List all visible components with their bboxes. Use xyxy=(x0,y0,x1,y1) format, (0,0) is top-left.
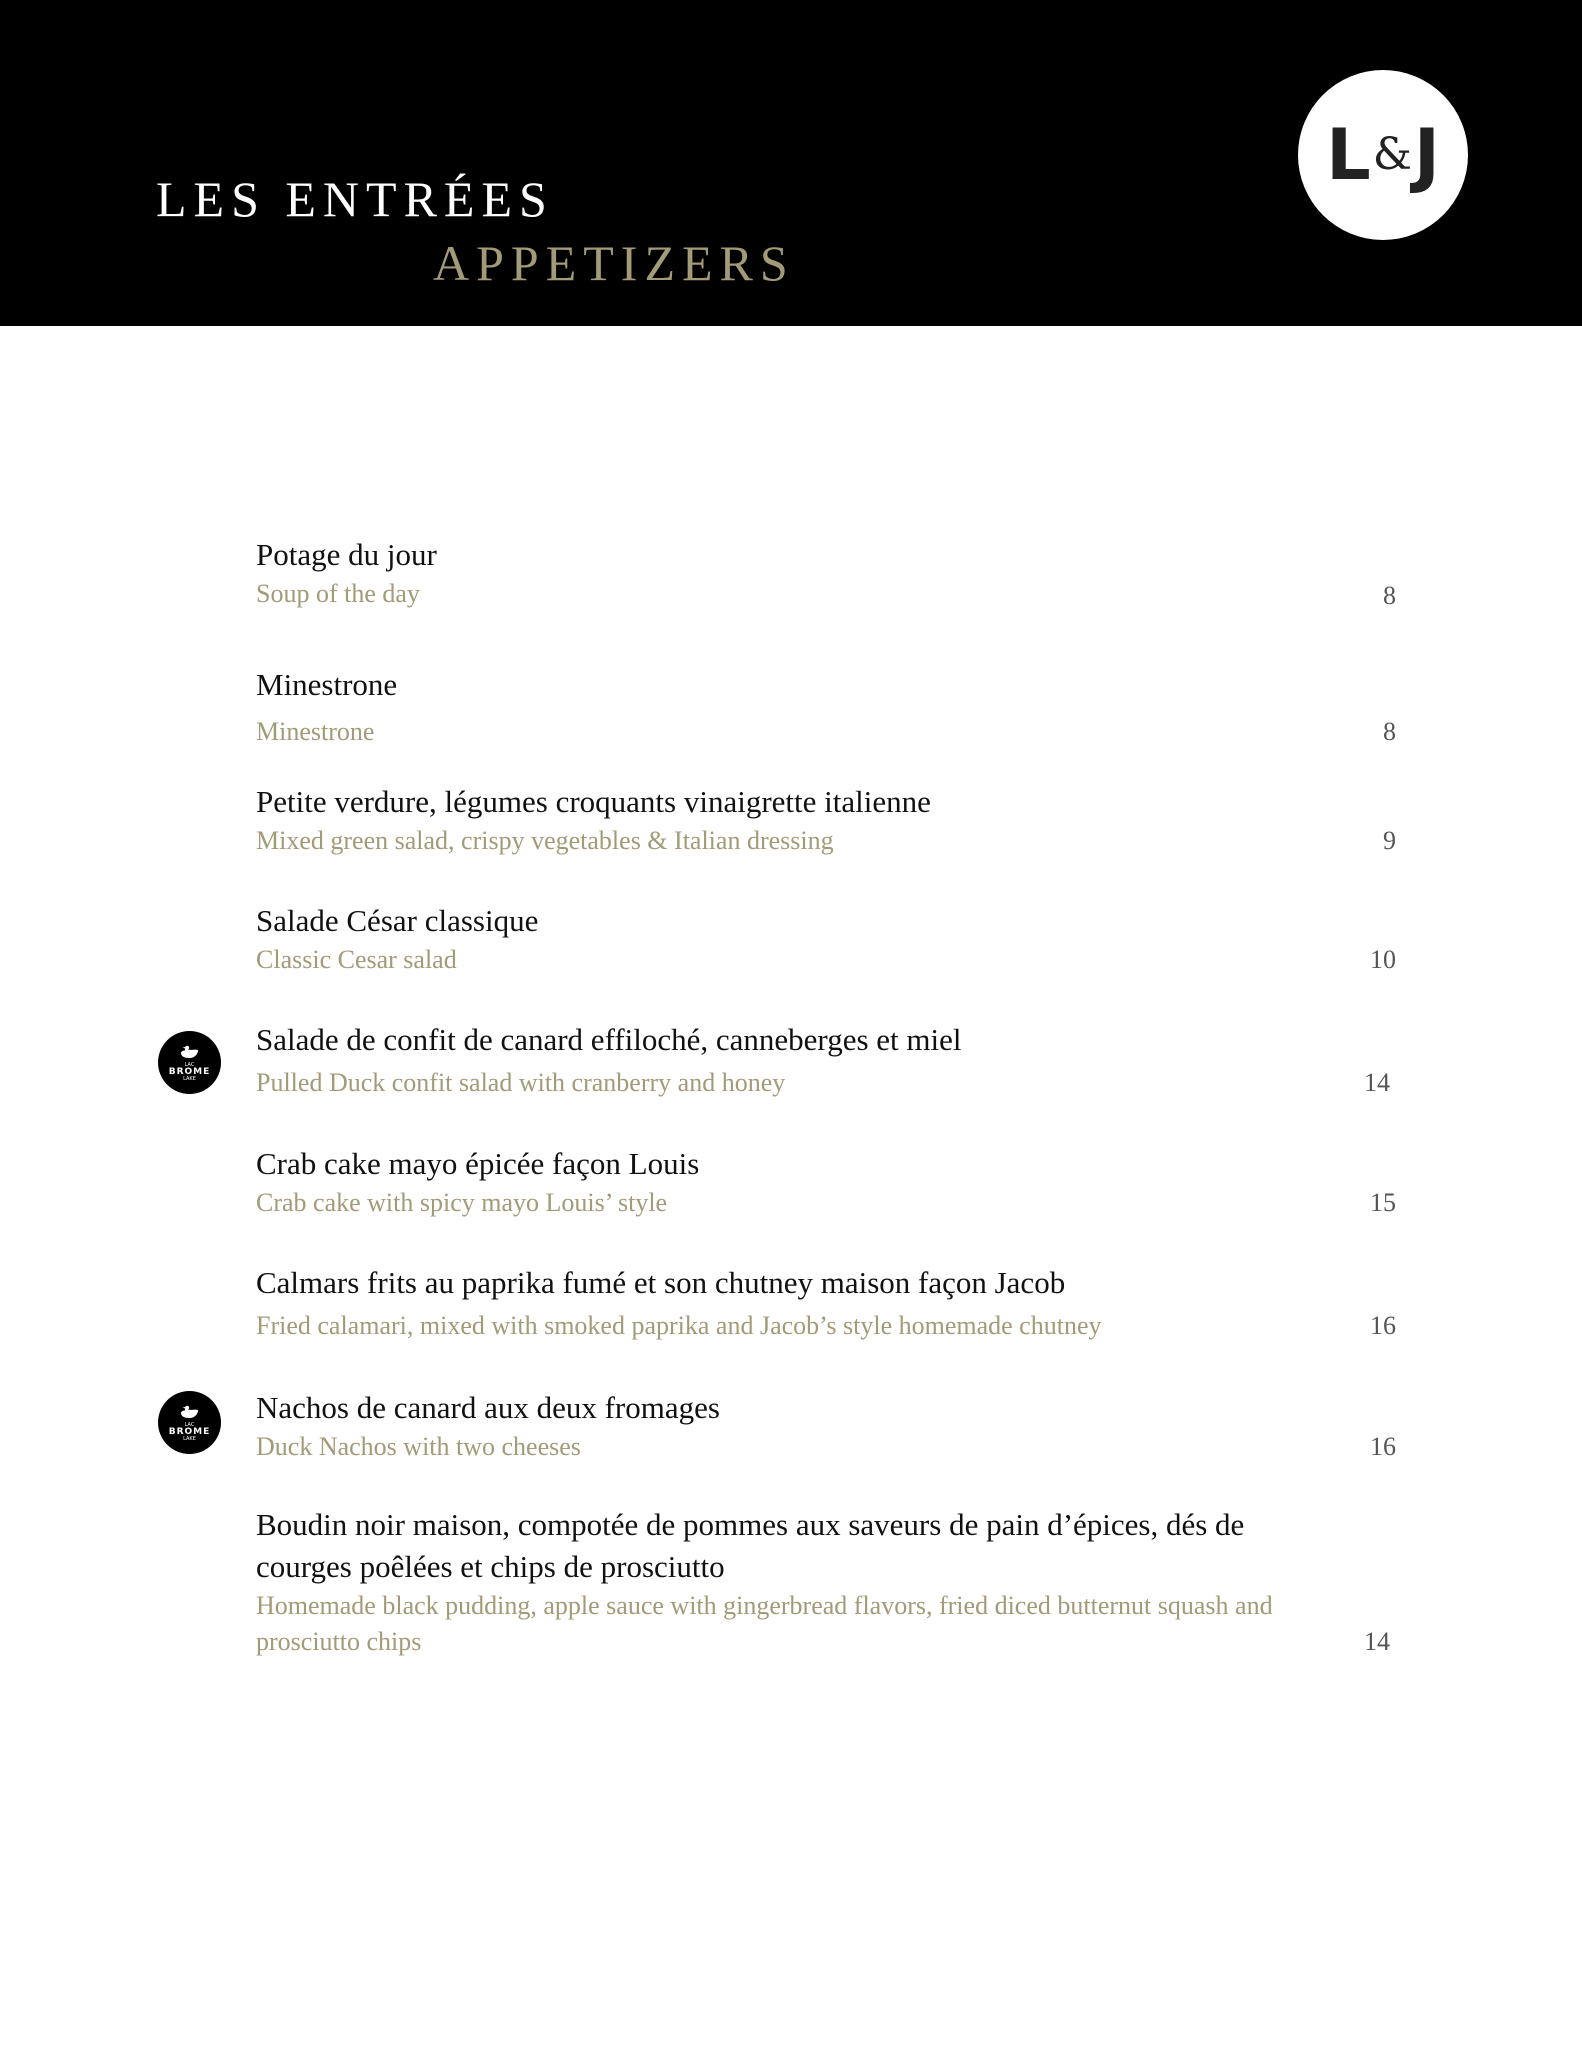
menu-item xyxy=(256,781,1396,859)
badge-text-brome: BROME xyxy=(168,1426,211,1437)
menu-item xyxy=(256,1387,1396,1465)
item-name-fr: Potage du jour xyxy=(256,537,437,572)
menu-item xyxy=(256,1504,1396,1660)
menu-item xyxy=(256,1262,1396,1344)
menu-item xyxy=(256,534,1396,612)
item-name-en: Homemade black pudding, apple sauce with gingerbread flavors, fried diced butternut squash and prosciutto chips xyxy=(256,1591,1273,1656)
item-name-en: Duck Nachos with two cheeses xyxy=(256,1432,581,1461)
logo-ampersand: & xyxy=(1372,129,1412,180)
badge-text-lake: LAKE xyxy=(183,1075,196,1082)
page-title-fr: LES ENTRÉES xyxy=(156,171,554,227)
badge-text-lac: LAC xyxy=(184,1421,195,1428)
item-price: 8 xyxy=(1383,581,1396,610)
duck-icon xyxy=(179,1044,201,1062)
item-name-fr: Salade de confit de canard effiloché, canneberges et miel xyxy=(256,1022,962,1057)
item-price: 16 xyxy=(1370,1432,1396,1461)
logo-letter-j: J xyxy=(1413,114,1440,196)
badge-text-lake: LAKE xyxy=(183,1435,196,1442)
item-price: 10 xyxy=(1370,945,1396,974)
item-price: 9 xyxy=(1383,826,1396,855)
menu-item xyxy=(256,1019,1396,1101)
menu-item xyxy=(256,1143,1396,1221)
item-name-fr: Salade César classique xyxy=(256,903,539,938)
item-name-fr: Petite verdure, légumes croquants vinaigrette italienne xyxy=(256,784,931,819)
item-name-fr: Crab cake mayo épicée façon Louis xyxy=(256,1146,700,1181)
item-price: 15 xyxy=(1370,1188,1396,1217)
menu-item xyxy=(256,900,1396,978)
item-name-fr: Boudin noir maison, compotée de pommes aux saveurs de pain d’épices, dés de courges poêlées et chips de prosciutto xyxy=(256,1507,1245,1584)
item-price: 8 xyxy=(1383,717,1396,746)
menu-item xyxy=(256,664,1396,750)
item-name-en: Mixed green salad, crispy vegetables & Italian dressing xyxy=(256,826,834,855)
logo-letter-l: L xyxy=(1326,114,1371,196)
item-price: 14 xyxy=(1364,1627,1390,1656)
duck-icon xyxy=(179,1404,201,1422)
item-name-fr: Nachos de canard aux deux fromages xyxy=(256,1390,720,1425)
page-title-en: APPETIZERS xyxy=(433,235,795,291)
item-price: 16 xyxy=(1370,1311,1396,1340)
header-banner xyxy=(0,0,1582,326)
badge-text-lac: LAC xyxy=(184,1061,195,1068)
item-name-en: Minestrone xyxy=(256,717,375,746)
item-price: 14 xyxy=(1364,1068,1390,1097)
badge-text-brome: BROME xyxy=(168,1066,211,1077)
item-name-en: Soup of the day xyxy=(256,579,420,608)
lac-brome-badge xyxy=(158,1031,221,1094)
logo-lettering xyxy=(1326,114,1440,196)
item-name-en: Fried calamari, mixed with smoked paprika and Jacob’s style homemade chutney xyxy=(256,1311,1102,1340)
item-name-en: Classic Cesar salad xyxy=(256,945,457,974)
lac-brome-badge xyxy=(158,1391,221,1454)
restaurant-logo xyxy=(1298,70,1468,240)
item-name-fr: Calmars frits au paprika fumé et son chutney maison façon Jacob xyxy=(256,1265,1066,1300)
item-name-fr: Minestrone xyxy=(256,667,398,702)
item-name-en: Crab cake with spicy mayo Louis’ style xyxy=(256,1188,668,1217)
item-name-en: Pulled Duck confit salad with cranberry and honey xyxy=(256,1068,786,1097)
